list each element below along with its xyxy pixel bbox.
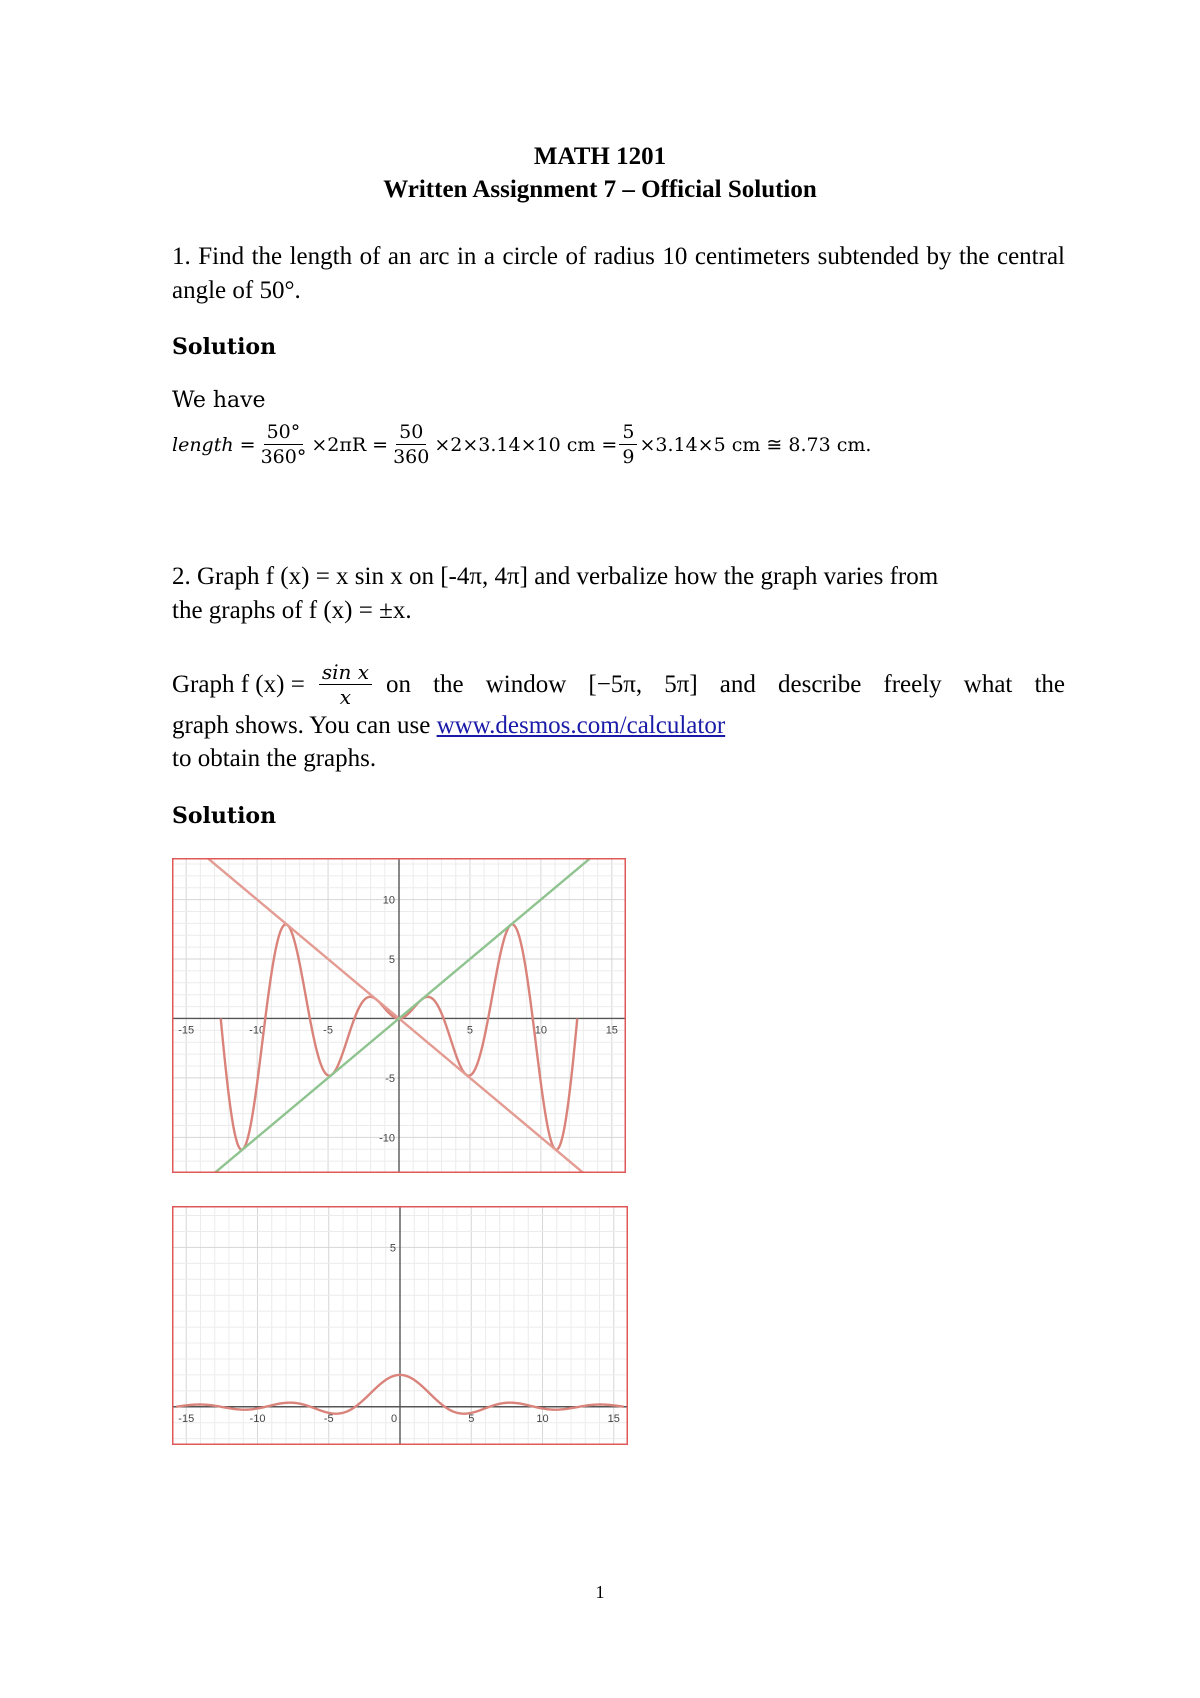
graph-prefix: Graph f (x) =	[172, 670, 305, 698]
x-tick-label: 10	[534, 1024, 547, 1037]
y-tick-label: 10	[382, 894, 395, 907]
graph-sinx-over-x	[172, 1206, 628, 1445]
eq-part-2: ×2×3.14×10 cm =	[434, 433, 618, 456]
fraction-sinx-over-x	[319, 660, 372, 709]
x-tick-label: -5	[323, 1024, 333, 1037]
x-tick-label: -15	[178, 1412, 195, 1425]
course-title: MATH 1201	[533, 143, 667, 170]
fraction-5-9	[619, 420, 637, 469]
line-4-prefix: graph shows. You can use	[172, 712, 437, 739]
fraction-denominator: 360	[393, 446, 430, 468]
solution-label-2: Solution	[172, 803, 277, 829]
graph-xsinx	[172, 858, 626, 1173]
question-2-line-2: the graphs of f (x) = ±x.	[172, 597, 412, 624]
fraction-numerator: sin x	[319, 660, 372, 685]
x-tick-label: 10	[536, 1412, 549, 1425]
x-tick-label: 5	[466, 1024, 473, 1037]
x-tick-label: 15	[605, 1024, 618, 1037]
y-tick-label: 5	[388, 954, 395, 967]
fraction-denominator: 9	[622, 446, 635, 468]
desmos-link[interactable]: www.desmos.com/calculator	[436, 712, 726, 739]
question-1-text: 1. Find the length of an arc in a circle of radius 10 centimeters subtended by the central angle of 50°.	[172, 243, 1065, 304]
x-tick-label: -10	[249, 1024, 266, 1037]
fraction-numerator: 50°	[264, 420, 304, 445]
assignment-title: Written Assignment 7 – Official Solution	[383, 176, 817, 203]
eq-part-1: ×2πR =	[311, 433, 389, 456]
graph-suffix: on the window [−5π, 5π] and describe freely what the	[386, 670, 1065, 698]
question-2-line-1: 2. Graph f (x) = x sin x on [-4π, 4π] and verbalize how the graph varies from	[172, 563, 939, 590]
y-tick-label: 5	[389, 1242, 396, 1255]
fraction-50deg-360deg	[258, 420, 310, 469]
fraction-numerator: 5	[619, 420, 637, 445]
x-tick-label: 0	[390, 1412, 398, 1425]
we-have-text: We have	[172, 388, 266, 413]
fraction-denominator: x	[339, 685, 352, 709]
eq-part-3: ×3.14×5 cm ≅ 8.73 cm.	[639, 433, 872, 456]
question-2-line-5: to obtain the graphs.	[172, 745, 377, 772]
y-tick-label: -10	[379, 1132, 395, 1145]
question-2-line-4	[172, 712, 725, 740]
solution-label-1: Solution	[172, 334, 277, 360]
eq-lhs: length =	[172, 433, 256, 456]
x-tick-label: -15	[178, 1024, 195, 1037]
page-number: 1	[595, 1582, 605, 1602]
question-2-line-3	[172, 660, 1065, 709]
x-tick-label: 15	[607, 1412, 620, 1425]
x-tick-label: -10	[249, 1412, 266, 1425]
fraction-denominator: 360°	[260, 446, 307, 468]
fraction-50-360	[390, 420, 432, 469]
arc-length-equation	[172, 420, 871, 469]
x-tick-label: -5	[323, 1412, 334, 1425]
y-tick-label: -5	[385, 1072, 395, 1085]
fraction-numerator: 50	[396, 420, 426, 445]
x-tick-label: 5	[468, 1412, 475, 1425]
